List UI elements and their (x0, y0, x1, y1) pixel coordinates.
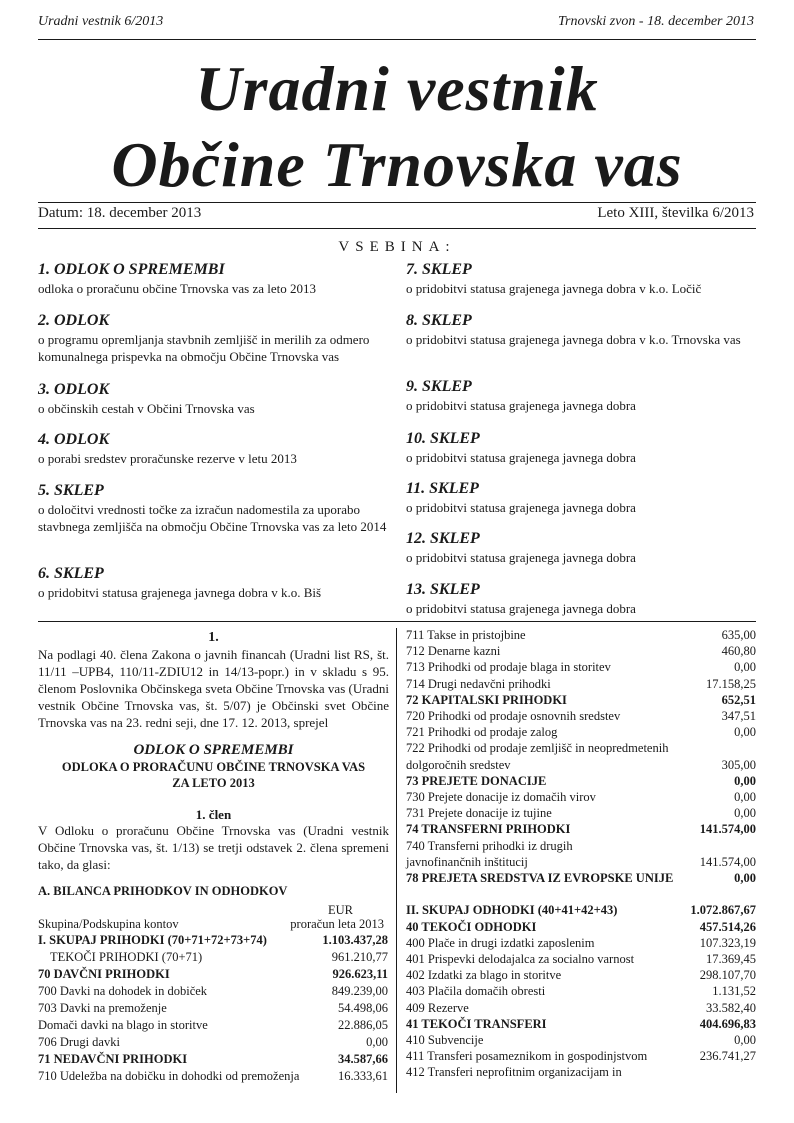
row-value: 404.696,83 (699, 1016, 756, 1031)
row-value: 0,00 (366, 1035, 388, 1049)
row-value: 0,00 (734, 773, 756, 788)
row-value: 0,00 (734, 1033, 756, 1047)
toc-desc: o pridobitvi statusa grajenega javnega dobra v k.o. Trnovska vas (406, 332, 741, 347)
toc-desc: odloka o proračunu občine Trnovska vas za leto 2013 (38, 281, 317, 296)
row-label: 410 Subvencije (406, 1033, 484, 1047)
contents-right-item-8 (406, 312, 756, 348)
row-value: 17.158,25 (706, 676, 756, 691)
row-label: TEKOČI PRIHODKI (70+71) (50, 950, 203, 964)
row-label: 78 PREJETA SREDSTVA IZ EVROPSKE UNIJE (406, 871, 674, 885)
row-label: 70 DAVČNI PRIHODKI (38, 967, 170, 981)
row-value: 0,00 (734, 725, 756, 740)
contents-left-item-3 (38, 381, 388, 417)
toc-desc: o pridobitvi statusa grajenega javnega dobra (406, 450, 636, 465)
toc-title: 3. ODLOK (38, 381, 110, 398)
row-value: 305,00 (721, 757, 756, 772)
row-label: 703 Davki na premoženje (38, 1001, 167, 1015)
contents-left-item-2 (38, 312, 388, 365)
clen-heading: 1. člen (195, 807, 232, 822)
row-value: 1.072.867,67 (690, 903, 756, 918)
article-subheading: ODLOKA O PRORAČUNU OBČINE TRNOVSKA VAS ZA LETO 2013 (61, 760, 366, 790)
row-value: 0,00 (734, 660, 756, 675)
row-label: 403 Plačila domačih obresti (406, 984, 546, 999)
row-value: 34.587,66 (338, 1052, 388, 1066)
row-value: 141.574,00 (699, 854, 756, 869)
contents-left-item-5 (38, 482, 388, 535)
row-value: 457.514,26 (699, 919, 756, 934)
toc-title: 7. SKLEP (406, 261, 472, 278)
row-value: 926.623,11 (332, 967, 388, 981)
row-label: 400 Plače in drugi izdatki zaposlenim (406, 935, 595, 950)
toc-title: 1. ODLOK O SPREMEMBI (38, 261, 225, 278)
toc-desc: o pridobitvi statusa grajenega javnega dobra (406, 550, 636, 565)
row-label: 411 Transferi posameznikom in gospodinjstvom (406, 1049, 648, 1064)
table-header-label: Skupina/Podskupina kontov (38, 917, 179, 931)
row-value: 961.210,77 (331, 950, 388, 964)
running-header-right: Trnovski zvon - 18. december 2013 (558, 14, 754, 29)
toc-title: 8. SKLEP (406, 312, 472, 329)
row-label: javnofinančnih inštitucij (406, 854, 528, 869)
clen-text: V Odloku o proračunu Občine Trnovska vas (Uradni vestnik Občine Trnovska vas, št. 1/13) se tretji odstavek 2. člena spremeni tako, da glasi: (38, 823, 389, 872)
row-label: 40 TEKOČI ODHODKI (406, 919, 537, 934)
running-header-left: Uradni vestnik 6/2013 (38, 14, 164, 29)
contents-right-item-13 (406, 581, 756, 617)
row-label: dolgoročnih sredstev (406, 757, 511, 772)
date-rule (38, 228, 756, 229)
toc-title: 13. SKLEP (406, 581, 480, 598)
toc-desc: o občinskih cestah v Občini Trnovska vas (38, 401, 255, 416)
row-label: 722 Prihodki od prodaje zemljišč in neopredmetenih (406, 741, 669, 756)
contents-right-item-7 (406, 261, 756, 297)
row-value: 17.369,45 (706, 952, 756, 966)
contents-left-item-4 (38, 431, 388, 467)
toc-desc: o programu opremljanja stavbnih zemljišč in merilih za odmero komunalnega prispevka na območju Občine Trnovska vas (38, 332, 370, 364)
row-value: 33.582,40 (706, 1000, 756, 1015)
table-header-value: proračun leta 2013 (290, 917, 384, 931)
row-value: 849.239,00 (331, 984, 388, 998)
row-label: 740 Transferni prihodki iz drugih (406, 838, 573, 853)
row-value: 236.741,27 (699, 1049, 756, 1064)
row-value: 1.131,52 (712, 984, 756, 999)
row-value: 460,80 (721, 644, 756, 659)
article-intro: Na podlagi 40. člena Zakona o javnih financah (Uradni list RS, št. 11/11 –UPB4, 110/11-ZDIU12 in 14/13-popr.) in v skladu s 95. členom Poslovnika Občinskega sveta Občine Trnovska vas (Uradni vestnik Občine Trnovska vas, št. 5/07) je Občinski svet Občine Trnovska vas na 23. redni seji, dne 17. 12. 2013, sprejel (38, 647, 389, 730)
row-label: 74 TRANSFERNI PRIHODKI (406, 822, 571, 837)
issue-date: Datum: 18. december 2013 (38, 205, 202, 221)
row-label: Domači davki na blago in storitve (38, 1018, 208, 1032)
toc-title: 12. SKLEP (406, 530, 480, 547)
contents-right-item-9 (406, 378, 756, 414)
toc-desc: o porabi sredstev proračunske rezerve v letu 2013 (38, 451, 297, 466)
row-label: 721 Prihodki od prodaje zalog (406, 725, 558, 740)
contents-left-item-6 (38, 565, 388, 601)
column-divider (396, 628, 397, 1093)
toc-title: 9. SKLEP (406, 378, 472, 395)
row-value: 0,00 (734, 790, 756, 804)
row-label: 71 NEDAVČNI PRIHODKI (38, 1052, 188, 1066)
row-label: 712 Denarne kazni (406, 644, 501, 659)
row-label: 402 Izdatki za blago in storitve (406, 968, 562, 983)
issue-number: Leto XIII, številka 6/2013 (597, 205, 754, 221)
article-number: 1. (208, 630, 219, 645)
masthead-line-1: Uradni vestnik (195, 53, 599, 124)
row-label: 720 Prihodki od prodaje osnovnih sredstev (406, 709, 621, 723)
toc-title: 2. ODLOK (38, 312, 110, 329)
masthead-rule (38, 202, 756, 203)
balance-section-title: A. BILANCA PRIHODKOV IN ODHODKOV (38, 884, 288, 898)
contents-right-item-11 (406, 480, 756, 516)
toc-title: 6. SKLEP (38, 565, 104, 582)
toc-title: 5. SKLEP (38, 482, 104, 499)
toc-desc: o pridobitvi statusa grajenega javnega dobra v k.o. Biš (38, 585, 322, 600)
toc-desc: o določitvi vrednosti točke za izračun nadomestila za uporabo stavbnega zemljišča na območju Občine Trnovska vas za leto 2014 (38, 502, 387, 534)
row-value: 652,51 (721, 692, 756, 707)
row-value: 16.333,61 (338, 1069, 388, 1083)
contents-heading: VSEBINA: (338, 239, 456, 255)
row-label: I. SKUPAJ PRIHODKI (70+71+72+73+74) (38, 933, 267, 947)
row-value: 1.103.437,28 (322, 933, 388, 947)
row-label: 730 Prejete donacije iz domačih virov (406, 790, 596, 804)
toc-desc: o pridobitvi statusa grajenega javnega dobra (406, 601, 636, 616)
row-label: II. SKUPAJ ODHODKI (40+41+42+43) (406, 903, 618, 918)
contents-rule (38, 621, 756, 622)
toc-title: 10. SKLEP (406, 430, 480, 447)
header-rule (38, 39, 756, 40)
masthead-line-2: Občine Trnovska vas (111, 129, 683, 200)
row-label: 412 Transferi neprofitnim organizacijam in (406, 1065, 622, 1080)
currency-label: EUR (328, 903, 353, 917)
row-value: 0,00 (734, 806, 756, 821)
article-heading: ODLOK O SPREMEMBI (133, 742, 294, 758)
row-label: 409 Rezerve (406, 1000, 469, 1015)
row-label: 72 KAPITALSKI PRIHODKI (406, 692, 567, 707)
row-label: 401 Prispevki delodajalca za socialno varnost (406, 952, 635, 966)
row-value: 107.323,19 (699, 935, 756, 950)
toc-title: 4. ODLOK (38, 431, 110, 448)
row-value: 141.574,00 (699, 822, 756, 837)
row-label: 41 TEKOČI TRANSFERI (406, 1016, 547, 1031)
toc-desc: o pridobitvi statusa grajenega javnega dobra v k.o. Ločič (406, 281, 702, 296)
row-label: 706 Drugi davki (38, 1035, 120, 1049)
row-value: 635,00 (721, 628, 756, 642)
contents-right-item-12 (406, 530, 756, 566)
row-value: 22.886,05 (338, 1018, 388, 1032)
row-label: 711 Takse in pristojbine (406, 628, 526, 642)
row-label: 714 Drugi nedavčni prihodki (406, 676, 551, 691)
contents-left-item-1 (38, 261, 388, 297)
toc-desc: o pridobitvi statusa grajenega javnega dobra (406, 500, 636, 515)
row-value: 54.498,06 (338, 1001, 388, 1015)
row-value: 298.107,70 (699, 968, 756, 983)
contents-right-item-10 (406, 430, 756, 466)
row-label: 73 PREJETE DONACIJE (406, 773, 547, 788)
row-value: 0,00 (734, 871, 756, 885)
row-label: 710 Udeležba na dobičku in dohodki od premoženja (38, 1069, 300, 1083)
toc-title: 11. SKLEP (406, 480, 479, 497)
row-label: 713 Prihodki od prodaje blaga in storitev (406, 660, 611, 675)
row-label: 731 Prejete donacije iz tujine (406, 806, 552, 821)
row-value: 347,51 (721, 709, 756, 723)
row-label: 700 Davki na dohodek in dobiček (38, 984, 208, 998)
toc-desc: o pridobitvi statusa grajenega javnega dobra (406, 398, 636, 413)
